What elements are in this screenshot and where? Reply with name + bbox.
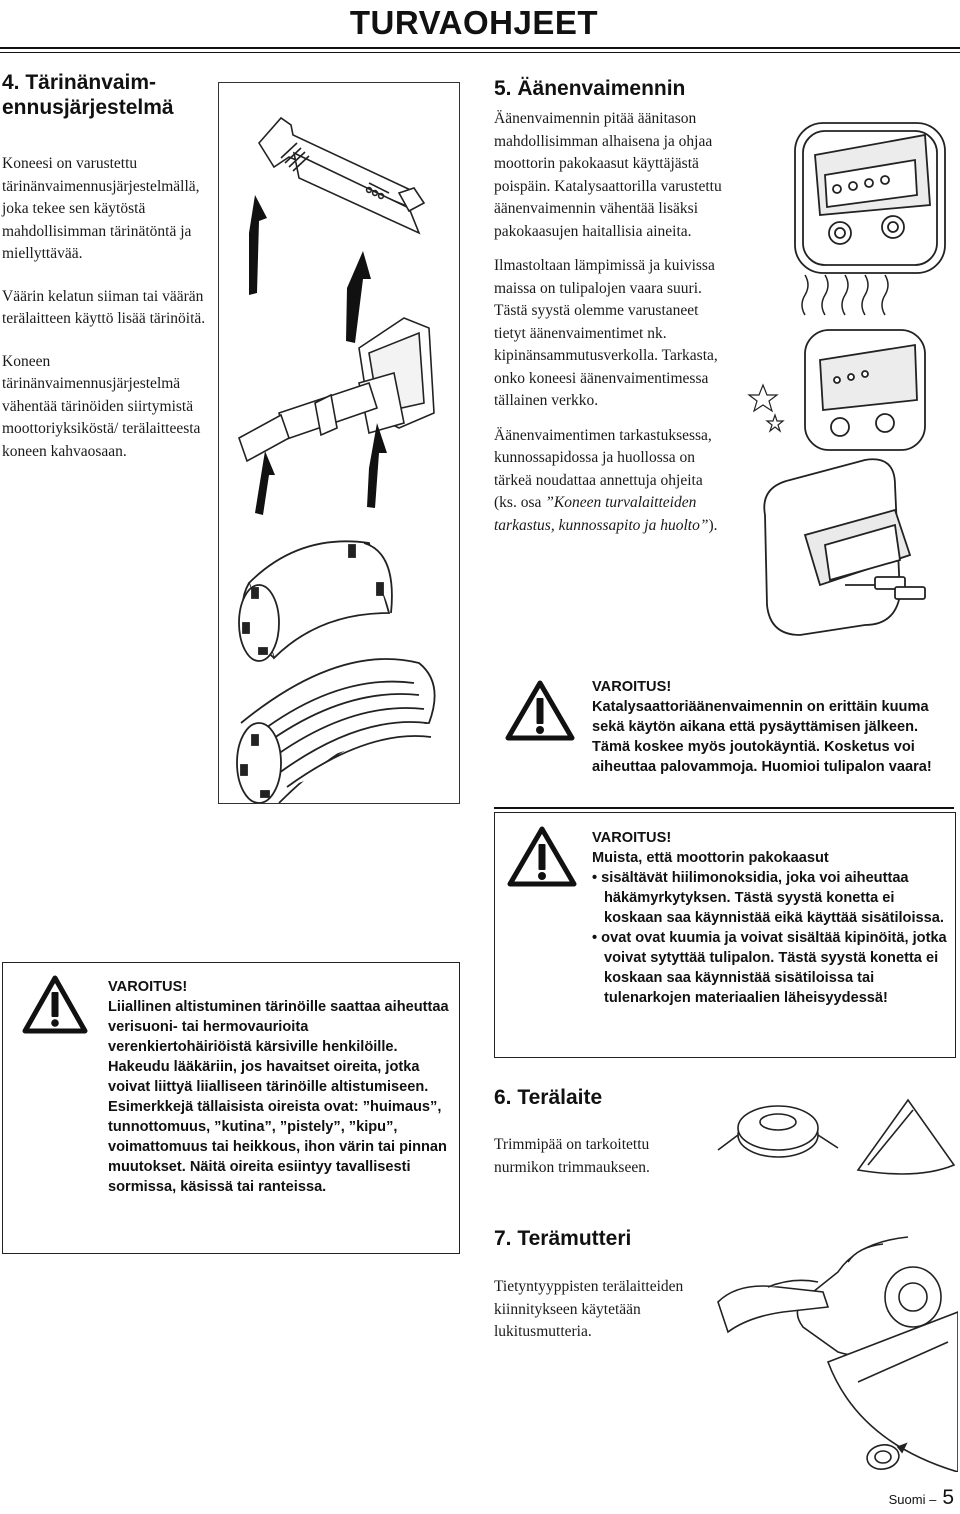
- warning-title: VAROITUS!: [108, 979, 188, 995]
- blade-nut-illustration: [708, 1232, 958, 1472]
- page-number: 5: [942, 1486, 954, 1509]
- muffler-illustrations: [745, 115, 955, 655]
- warning-divider: [494, 807, 954, 809]
- section5-paragraph: Äänenvaimennin pitää äänitason mahdollisimman alhaisena ja ohjaa moottorin pakokaasut käyttäjästä poispäin. Katalysaattorilla varustettu äänenvaimennin vähentää lisäksi pakokaasujen haitallisia aineita.: [494, 110, 722, 240]
- section4-body: [2, 153, 207, 475]
- warning-triangle-icon: [505, 680, 575, 742]
- exhaust-warning-text: [592, 828, 947, 1008]
- section4-heading-line1: 4. Tärinänvaim-: [2, 71, 157, 94]
- vibration-damping-illustration: [218, 82, 460, 804]
- warning-title: VAROITUS!: [592, 679, 672, 695]
- footer-language: Suomi –: [888, 1492, 937, 1507]
- section5-paragraph: Ilmastoltaan lämpimissä ja kuivissa maissa on tulipalojen vaara suuri. Tästä syystä olemme varustaneet tietyt äänenvaimentimet nk. kipinänsammutusverkolla. Tarkasta, onko koneesi äänenvaimentimessa tällainen verkko.: [494, 257, 718, 409]
- warning-body: Katalysaattoriäänenvaimennin on erittäin kuuma sekä käytön aikana että pysäyttämisen jälkeen. Tämä koskee myös joutokäyntiä. Kosketus voi aiheuttaa palovammoja. Huomioi tulipalon vaara!: [592, 699, 932, 775]
- header-rule-thin: [0, 52, 960, 53]
- warning-bullet: • sisältävät hiilimonoksidia, joka voi aiheuttaa häkämyrkytyksen. Tästä syystä konetta ei koskaan saa käynnistää eikä käyttää sisätiloissa.: [592, 870, 944, 926]
- trimmer-shaft-drawing: [219, 83, 459, 803]
- section4-paragraph: Väärin kelatun siiman tai väärän terälaitteen käyttö lisää tärinöitä.: [2, 287, 206, 327]
- section4-paragraph: Koneesi on varustettu tärinänvaimennusjärjestelmällä, joka tekee sen käytöstä mahdollisimman tärinätöntä ja miellyttävää.: [2, 155, 200, 262]
- catalyst-warning-text: [592, 677, 952, 777]
- section6-heading: 6. Terälaite: [494, 1086, 603, 1109]
- section7-body: Tietyntyyppisten terälaitteiden kiinnitykseen käytetään lukitusmutteria.: [494, 1278, 684, 1340]
- header-rule: [0, 47, 960, 49]
- warning-triangle-icon: [22, 975, 88, 1035]
- section5-p3-end: ).: [708, 516, 718, 534]
- trimmer-head-illustration: [708, 1090, 958, 1190]
- section4-heading: [2, 70, 212, 120]
- warning-triangle-icon: [507, 826, 577, 888]
- section5-heading: 5. Äänenvaimennin: [494, 77, 686, 100]
- section5-p3-italic: ”Koneen turvalaitteiden tarkastus, kunnossapito ja huolto”: [494, 494, 709, 534]
- section4-paragraph: Koneen tärinänvaimennusjärjestelmä vähentää tärinöiden siirtymistä moottoriyksiköstä/ terälaitteesta koneen kahvaosaan.: [2, 352, 201, 460]
- warning-title: VAROITUS!: [592, 830, 672, 846]
- section4-heading-line2: ennusjärjestelmä: [2, 96, 174, 119]
- section6-body: Trimmipää on tarkoitettu nurmikon trimmaukseen.: [494, 1136, 650, 1176]
- section5-paragraph: [494, 425, 722, 538]
- page-footer: [889, 1486, 954, 1510]
- section5-body: [494, 108, 722, 549]
- warning-bullet: • ovat ovat kuumia ja voivat sisältää kipinöitä, jotka voivat sytyttää tulipalon. Tästä syystä konetta ei koskaan saa käynnistää sisätiloissa tai tulenarkojen materiaalien läheisyydessä!: [592, 930, 947, 1006]
- vibration-warning-text: [108, 977, 453, 1197]
- section7-heading: 7. Terämutteri: [494, 1227, 632, 1250]
- section5-p3-plain: Äänenvaimentimen tarkastuksessa, kunnossapidossa ja huollossa on tärkeä noudattaa annettuja ohjeita (ks. osa: [494, 426, 712, 511]
- warning-intro: Muista, että moottorin pakokaasut: [592, 850, 829, 866]
- page-title: TURVAOHJEET: [349, 4, 598, 41]
- warning-body: Liiallinen altistuminen tärinöille saattaa aiheuttaa verisuoni- tai hermovaurioita verenkiertohäiriöistä kärsiville henkilöille. Hakeudu lääkäriin, jos havaitset oireita, jotka voivat liittyä liialliseen tärinöille altistumiseen. Esimerkkejä tällaisista oireista ovat: ”huimaus”, tunnottomuus, ”kutina”, ”pistely”, ”kipu”, voimattomuus tai heikkous, ihon värin tai pinnan muutokset. Näitä oireita esiintyy tavallisesti sormissa, käsissä tai ranteissa.: [108, 999, 449, 1195]
